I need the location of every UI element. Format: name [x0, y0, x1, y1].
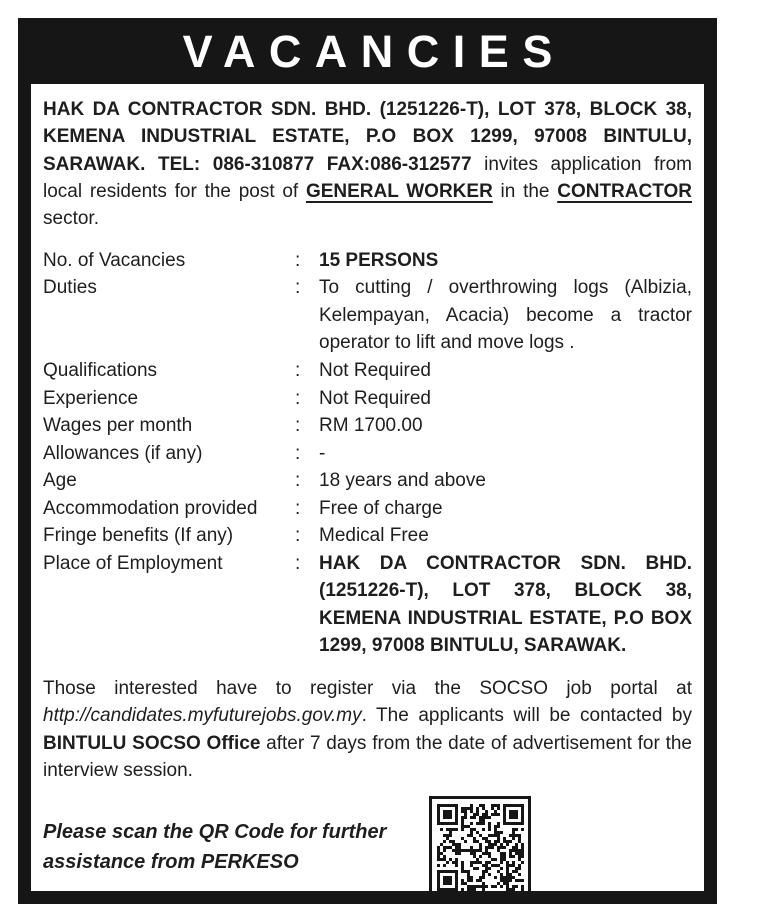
- register-text-1: Those interested have to register via the SOCSO job portal at: [43, 678, 692, 699]
- detail-value: RM 1700.00: [319, 415, 423, 437]
- detail-value: 18 years and above: [319, 470, 486, 492]
- portal-url: http://candidates.myfuturejobs.gov.my: [43, 705, 362, 727]
- detail-value: 15 PERSONS: [319, 249, 439, 271]
- detail-row-wages: [43, 412, 692, 440]
- detail-label: No. of Vacancies: [43, 249, 186, 271]
- detail-label: Accommodation provided: [43, 497, 258, 519]
- register-paragraph: [43, 675, 692, 784]
- detail-value: HAK DA CONTRACTOR SDN. BHD. (1251226-T), LOT 378, BLOCK 38, KEMENA INDUSTRIAL ESTATE, P.O BOX 1299, 97008 BINTULU, SARAWAK.: [319, 552, 692, 657]
- detail-label: Fringe benefits (If any): [43, 525, 234, 547]
- detail-colon: :: [295, 415, 301, 437]
- detail-value: Not Required: [319, 387, 431, 409]
- ad-content: [31, 84, 704, 891]
- detail-row-age: [43, 467, 692, 495]
- detail-value: Not Required: [319, 359, 431, 381]
- detail-label: Duties: [43, 277, 97, 299]
- detail-colon: :: [295, 525, 301, 547]
- in-the-text: in the: [492, 181, 558, 203]
- qr-code: [429, 796, 531, 891]
- detail-row-duties: [43, 274, 692, 357]
- detail-colon: :: [295, 470, 301, 492]
- company-address-text: HAK DA CONTRACTOR SDN. BHD. (1251226-T), LOT 378, BLOCK 38, KEMENA INDUSTRIAL ESTATE, P.O BOX 1299, 97008 BINTULU, SARAWAK. TEL: 086-310877 FAX:086-312577: [43, 99, 692, 175]
- detail-value: -: [319, 442, 326, 464]
- sector-name: CONTRACTOR: [557, 181, 692, 203]
- intro-paragraph: [43, 96, 692, 233]
- qr-section: [43, 796, 692, 891]
- sector-suffix-text: sector.: [43, 208, 99, 230]
- detail-colon: :: [295, 249, 301, 271]
- detail-row-fringe-benefits: [43, 522, 692, 550]
- qr-caption: Please scan the QR Code for further assistance from PERKESO: [43, 821, 387, 874]
- detail-label: Wages per month: [43, 415, 193, 437]
- detail-colon: :: [295, 359, 301, 381]
- detail-label: Qualifications: [43, 359, 158, 381]
- register-text-2: . The applicants will be contacted by: [361, 705, 692, 727]
- detail-colon: :: [295, 277, 301, 299]
- detail-row-accommodation: [43, 495, 692, 523]
- detail-label: Place of Employment: [43, 552, 223, 574]
- detail-colon: :: [295, 552, 301, 574]
- details-list: [43, 247, 692, 660]
- detail-row-qualifications: [43, 357, 692, 385]
- register-text-3: after 7 days from the date of advertisement for the interview session.: [43, 732, 692, 782]
- detail-colon: :: [295, 497, 301, 519]
- detail-label: Experience: [43, 387, 139, 409]
- vacancy-ad: [18, 18, 717, 904]
- detail-label: Age: [43, 470, 77, 492]
- detail-value: Medical Free: [319, 525, 429, 547]
- detail-label: Allowances (if any): [43, 442, 203, 464]
- detail-row-place-of-employment: [43, 550, 692, 660]
- ad-header: [31, 18, 704, 84]
- detail-value: Free of charge: [319, 497, 443, 519]
- socso-office-name: BINTULU SOCSO Office: [43, 732, 261, 754]
- invite-text: invites application from local residents for the post of: [43, 153, 692, 203]
- detail-row-experience: [43, 385, 692, 413]
- position-name: GENERAL WORKER: [305, 181, 493, 203]
- ad-title: VACANCIES: [182, 25, 566, 77]
- detail-row-allowances: [43, 440, 692, 468]
- detail-colon: :: [295, 387, 301, 409]
- detail-value: To cutting / overthrowing logs (Albizia, Kelempayan, Acacia) become a tractor operator to lift and move logs .: [319, 277, 692, 354]
- detail-colon: :: [295, 442, 301, 464]
- detail-row-vacancies: [43, 247, 692, 275]
